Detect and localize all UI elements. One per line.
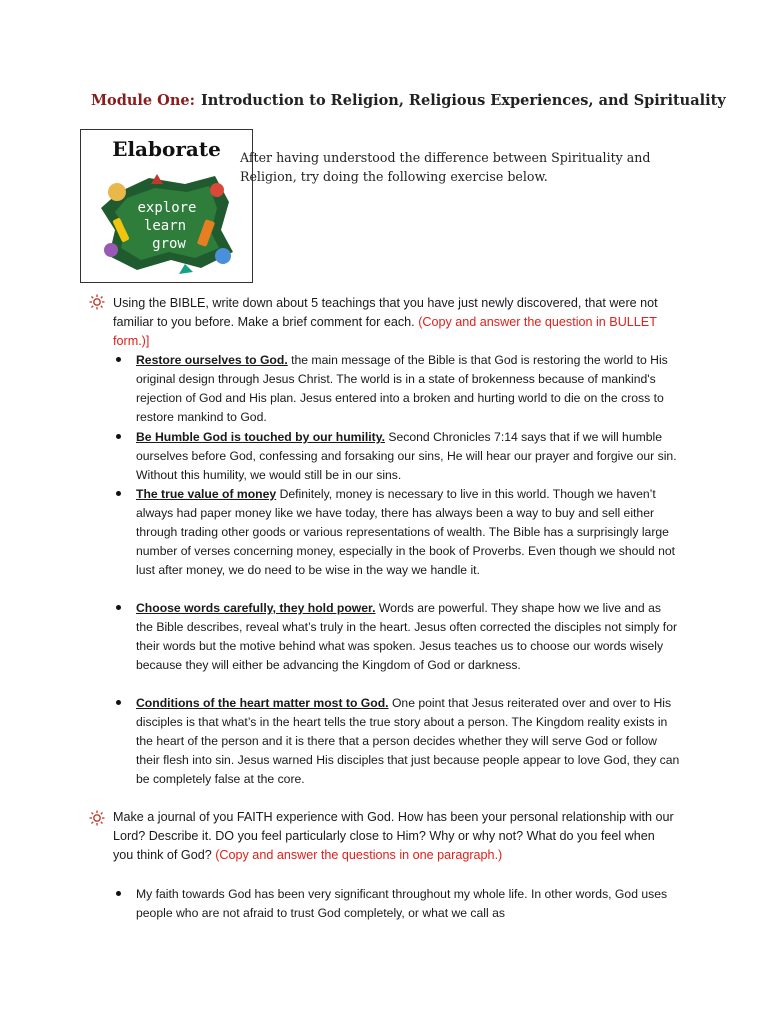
item-text: My faith towards God has been very significant throughout my whole life. In other words, God uses people who are not afraid to trust God completely, or what we call as [136, 887, 668, 920]
section1-prompt-text: Using the BIBLE, write down about 5 teachings that you have just newly discovered, that were not familiar to you before. Make a brief comment for each. [113, 296, 658, 329]
section1-instruction: (Copy and answer the question in BULLET form.)] [113, 315, 657, 348]
list-item [136, 599, 681, 675]
explore-learn-grow-illustration [97, 172, 237, 274]
bullet-dot [116, 434, 121, 439]
elaborate-box [80, 129, 253, 283]
bullet-dot [116, 491, 121, 496]
intro-text: After having understood the difference between Spirituality and Religion, try doing the following exercise below. [240, 150, 651, 184]
section2-prompt [113, 808, 678, 865]
item-title: Be Humble God is touched by our humility. [136, 430, 385, 444]
module-heading [91, 92, 726, 109]
item-text: Words are powerful. They shape how we live and as the Bible describes, reveal what’s truly in the heart. Jesus often corrected the disciples not simply for their words but the motive behind what was spoken. Jesus teaches us to choose our words wisely because they will either be advancing the Kingdom of God or darkness. [136, 601, 678, 672]
item-text: One point that Jesus reiterated over and over to His disciples is that what’s in the heart tells the true story about a person. The Kingdom reality exists in the heart of the person and it is there that a person decides whether they will serve God or follow their flesh into sin. Jesus warned His disciples that just because people appear to love God, they can be completely false at the core. [136, 696, 680, 786]
section2-instruction: (Copy and answer the questions in one paragraph.) [215, 848, 503, 862]
list-item [136, 428, 681, 485]
elaborate-title: Elaborate [112, 137, 221, 161]
art-word-learn: learn [143, 218, 187, 234]
sun-bullet-icon [89, 810, 105, 826]
bullet-dot [116, 605, 121, 610]
module-title: Introduction to Religion, Religious Experiences, and Spirituality [200, 92, 726, 109]
list-item [136, 885, 681, 923]
item-text: the main message of the Bible is that God is restoring the world to His original design through Jesus Christ. The world is in a state of brokenness because of mankind's rejection of God and His plan. Jesus entered into a broken and hurting world to die on the cross to restore mankind to God. [136, 353, 668, 424]
list-item [136, 351, 681, 427]
list-item [136, 694, 681, 789]
item-text: Second Chronicles 7:14 says that if we will humble ourselves before God, confessing and forsaking our sins, He will hear our prayer and forgive our sin. Without this humility, we would still be in our sins. [136, 430, 677, 482]
item-title: Choose words carefully, they hold power. [136, 601, 376, 615]
art-word-explore: explore [137, 200, 197, 216]
item-text: Definitely, money is necessary to live in this world. Though we haven’t always had paper money like we have today, there has always been a way to buy and sell either through trading other goods or various representations of wealth. The Bible has a surprisingly large number of verses concerning money, especially in the book of Proverbs. Even though we should not lust after money, we do need to be wise in the way we handle it. [136, 487, 676, 577]
item-title: Conditions of the heart matter most to God. [136, 696, 389, 710]
art-word-grow: grow [152, 236, 186, 252]
module-label: Module One: [91, 92, 195, 109]
list-item [136, 485, 681, 580]
item-title: The true value of money [136, 487, 277, 501]
bullet-dot [116, 700, 121, 705]
sun-bullet-icon [89, 294, 105, 310]
section2-prompt-text: Make a journal of you FAITH experience with God. How has been your personal relationship with our Lord? Describe it. DO you feel particularly close to Him? Why or why not? What do you feel when you think of God? [113, 810, 674, 862]
bullet-dot [116, 891, 121, 896]
item-title: Restore ourselves to God. [136, 353, 288, 367]
section1-prompt [113, 294, 678, 351]
bullet-dot [116, 357, 121, 362]
